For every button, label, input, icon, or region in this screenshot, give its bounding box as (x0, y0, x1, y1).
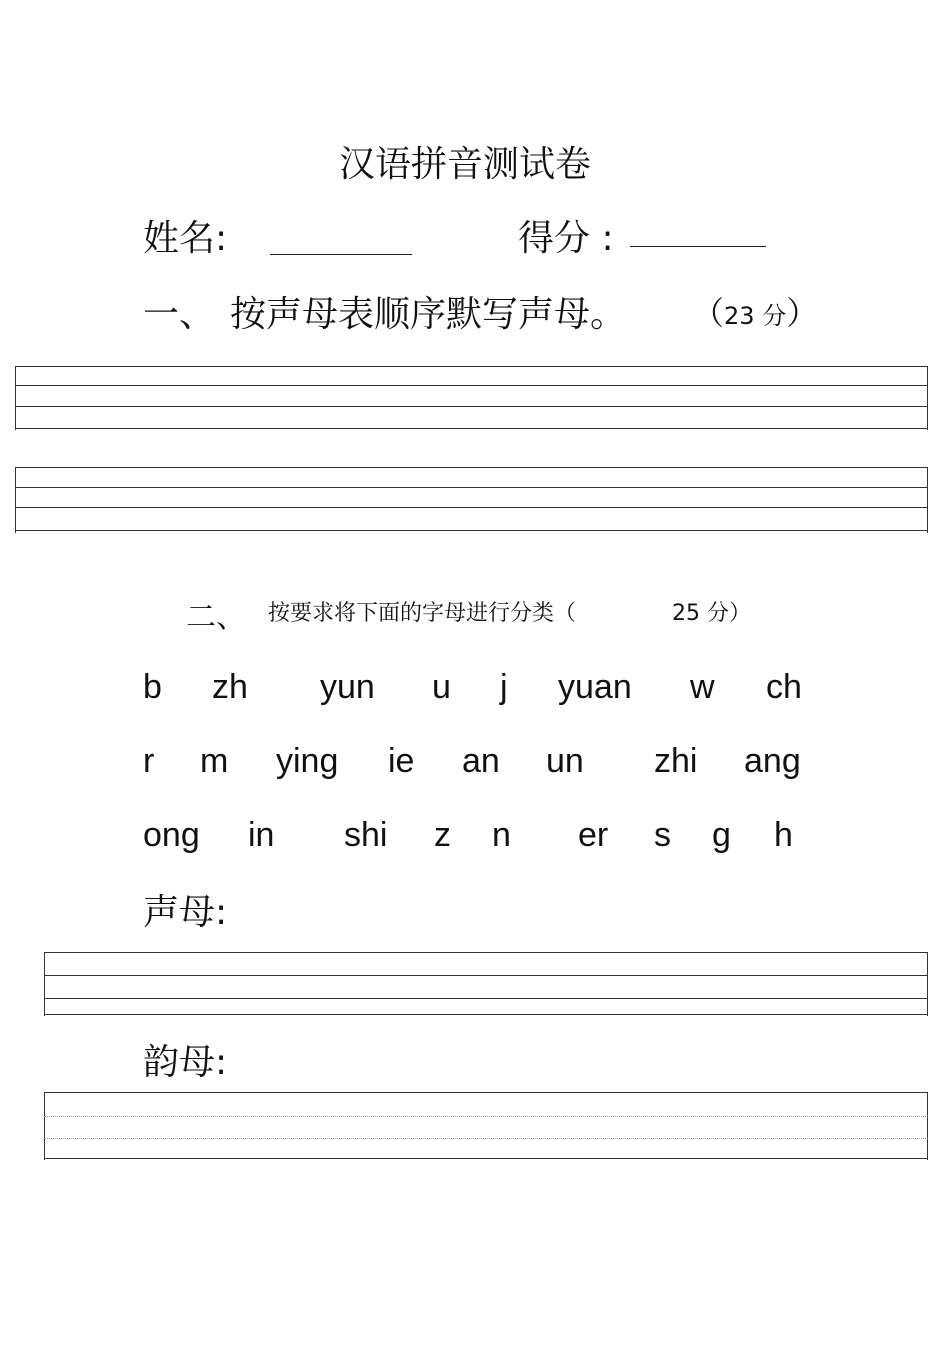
points-unit: 分 (707, 601, 730, 626)
name-field[interactable] (270, 254, 412, 255)
section2-number: 二、 (186, 600, 246, 635)
page-title: 汉语拼音测试卷 (338, 144, 591, 185)
line (15, 487, 928, 488)
line (15, 385, 928, 386)
letter-item: ch (766, 668, 802, 706)
line (15, 366, 928, 367)
letter-item: h (774, 816, 793, 854)
letter-item: yuan (558, 668, 632, 706)
score-field[interactable] (630, 246, 766, 247)
writing-frame (15, 366, 928, 430)
writing-lines-initials[interactable] (44, 952, 928, 1016)
line (44, 1014, 928, 1015)
section1-points (692, 288, 818, 334)
letter-item: j (500, 668, 508, 706)
line (44, 952, 928, 953)
letter-item: ong (143, 816, 200, 854)
letter-item: g (712, 816, 731, 854)
section2-text: 按要求将下面的字母进行分类（ (268, 601, 577, 626)
line (44, 998, 928, 999)
letter-item: s (654, 816, 671, 854)
letter-item: b (143, 668, 162, 706)
line (15, 428, 928, 429)
letter-item: in (248, 816, 275, 854)
letter-item: shi (344, 816, 388, 854)
letter-item: ang (744, 742, 801, 780)
letter-item: zh (212, 668, 248, 706)
points-close: ） (729, 601, 752, 626)
line (15, 406, 928, 407)
letter-item: z (434, 816, 451, 854)
points-unit: 分 (762, 302, 787, 330)
section1-number: 一、 (143, 294, 216, 335)
letter-item: yun (320, 668, 375, 706)
initials-label: 声母: (143, 892, 228, 933)
letter-item: u (432, 668, 451, 706)
letter-item: ie (388, 742, 415, 780)
letter-item: w (690, 668, 715, 706)
line (44, 1138, 928, 1139)
line (44, 975, 928, 976)
section1-text: 按声母表顺序默写声母。 (230, 294, 627, 335)
section2-points (672, 596, 751, 627)
writing-frame (44, 952, 928, 1016)
letter-item: m (200, 742, 229, 780)
letter-item: r (143, 742, 155, 780)
letter-item: er (578, 816, 609, 854)
line (15, 507, 928, 508)
line (15, 467, 928, 468)
writing-frame (44, 1092, 928, 1160)
name-label: 姓名: (143, 218, 228, 259)
writing-lines-1[interactable] (15, 366, 928, 430)
writing-lines-2[interactable] (15, 467, 928, 533)
writing-frame (15, 467, 928, 533)
line (44, 1158, 928, 1159)
points-open: （ (692, 294, 725, 332)
letter-item: un (546, 742, 584, 780)
letter-item: n (492, 816, 511, 854)
points-value: 25 (672, 601, 700, 626)
writing-lines-finals[interactable] (44, 1092, 928, 1160)
points-close: ） (786, 294, 819, 332)
line (44, 1116, 928, 1117)
line (44, 1092, 928, 1093)
score-label: 得分 : (518, 218, 614, 259)
letter-item: zhi (654, 742, 698, 780)
letter-item: an (462, 742, 500, 780)
letter-item: ying (276, 742, 339, 780)
finals-label: 韵母: (143, 1042, 228, 1083)
points-value: 23 (724, 302, 755, 330)
line (15, 530, 928, 531)
